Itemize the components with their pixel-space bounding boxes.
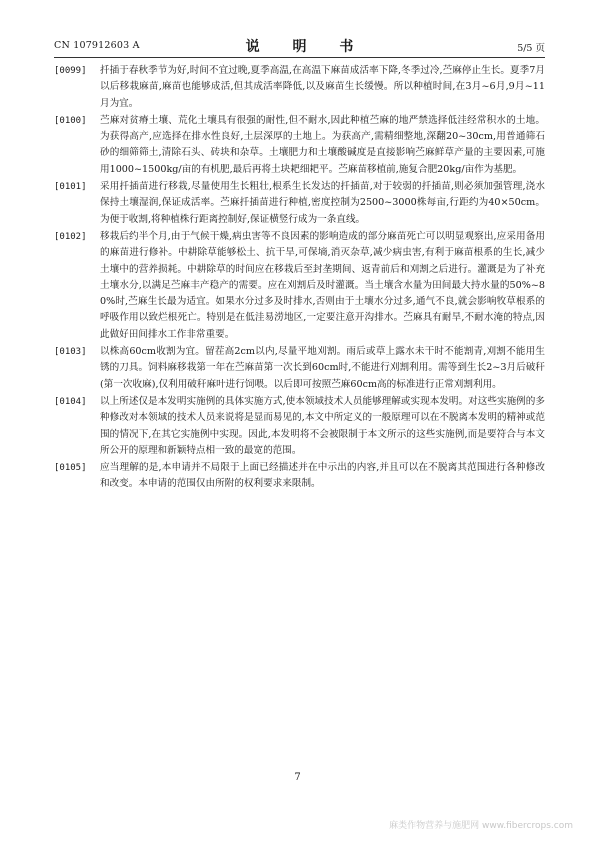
paragraph-0099 xyxy=(54,63,545,112)
paragraph-0104 xyxy=(54,394,545,459)
paragraph-text: 苎麻对贫瘠土壤、荒化土壤具有很强的耐性,但不耐水,因此种植苎麻的地严禁选择低洼经常积水的土地。为获得高产,应选择在排水性良好,土层深厚的土地上。为获高产,需精细整地,深翻20~30cm,用普通筛石砂的细筛筛土,清除石头、砖块和杂草。土壤肥力和土壤酸碱度是直接影响苎麻鲜草产量的主要因素,可施用1000~1500kg/亩的有机肥,最后再将土块耙细耙平。苎麻苗移植前,施复合肥20kg/亩作为基肥。 xyxy=(100,114,545,175)
paragraph-0103 xyxy=(54,344,545,393)
page-number: 7 xyxy=(294,772,301,783)
paragraph-number: [0100] xyxy=(54,115,87,126)
paragraph-text: 采用扦插苗进行移栽,尽量使用生长粗壮,根系生长发达的扦插苗,对于较弱的扦插苗,则必须加强管理,浇水保持土壤湿润,保证成活率。苎麻扦插苗进行种植,密度控制为2500~3000株每亩,行距约为40×50cm。为便于收割,将种植株行距离控制好,保证横竖行成为一条直线。 xyxy=(100,181,545,225)
paragraph-number: [0099] xyxy=(54,66,87,76)
paragraph-0100 xyxy=(54,113,545,178)
document-body xyxy=(54,63,545,494)
page-counter: 5/5 页 xyxy=(517,43,545,54)
paragraph-text: 以上所述仅是本发明实施例的具体实施方式,使本领域技术人员能够理解或实现本发明。对这些实施例的多种修改对本领域的技术人员来说将是显而易见的,本文中所定义的一般原理可以在不脱离本发明的精神或范围的情况下,在其它实施例中实现。因此,本发明将不会被限制于本文所示的这些实施例,而是要符合与本文所公开的原理和新颖特点相一致的最宽的范围。 xyxy=(100,395,545,456)
watermark: 麻类作物营养与施肥网 www.fibercrops.com xyxy=(389,821,573,831)
paragraph-number: [0105] xyxy=(54,463,87,474)
paragraph-0101 xyxy=(54,179,545,228)
paragraph-text: 移栽后约半个月,由于气候干燥,病虫害等不良因素的影响造成的部分麻苗死亡可以明显观察出,应采用备用的麻苗进行修补。中耕除草能够松土、抗干旱,可保墒,消灭杂草,减少病虫害,有利于麻苗根系的生长,减少土壤中的营养损耗。中耕除草的时间应在移栽后至封垄期间、返青前后和刈割之后进行。灌溉是为了补充土壤水分,以满足苎麻丰产稳产的需要。应在刈割后及时灌溉。当土壤含水量为田间最大持水量的50%~80%时,苎麻生长最为适宜。如果水分过多及时排水,否则由于土壤水分过多,通气不良,就会影响牧草根系的呼吸作用以致烂根死亡。特别是在低洼易涝地区,一定要注意开沟排水。苎麻具有耐旱,不耐水淹的特点,因此做好田间排水工作非常重要。 xyxy=(100,230,545,340)
paragraph-0105 xyxy=(54,460,545,493)
paragraph-text: 扦插于春秋季节为好,时间不宜过晚,夏季高温,在高温下麻苗成活率下降,冬季过冷,苎麻停止生长。夏季7月以后移栽麻苗,麻苗也能够成活,但其成活率降低,以及麻苗生长缓慢。所以种植时间,在3月~6月,9月~11月为宜。 xyxy=(100,65,545,109)
paragraph-number: [0103] xyxy=(54,347,87,358)
paragraph-number: [0104] xyxy=(54,396,87,407)
paragraph-0102 xyxy=(54,229,545,343)
header-rule xyxy=(54,57,545,58)
paragraph-text: 以株高60cm收割为宜。留茬高2cm以内,尽量平地刈割。雨后或草上露水未干时不能割青,刈割不能用生锈的刀具。饲料麻移栽第一年在苎麻苗第一次长到60cm时,不能进行刈割利用。需等到生长2~3月后破秆(第一次收麻),仅利用破秆麻叶进行饲喂。以后即可按照苎麻60cm高的标准进行正常刈割利用。 xyxy=(100,346,545,390)
page-header xyxy=(54,36,545,58)
paragraph-text: 应当理解的是,本申请并不局限于上面已经描述并在中示出的内容,并且可以在不脱离其范围进行各种修改和改变。本申请的范围仅由所附的权利要求来限制。 xyxy=(100,462,545,490)
patent-number: CN 107912603 A xyxy=(54,40,140,51)
paragraph-number: [0101] xyxy=(54,182,87,193)
paragraph-number: [0102] xyxy=(54,231,87,242)
document-title: 说 明 书 xyxy=(245,39,368,55)
